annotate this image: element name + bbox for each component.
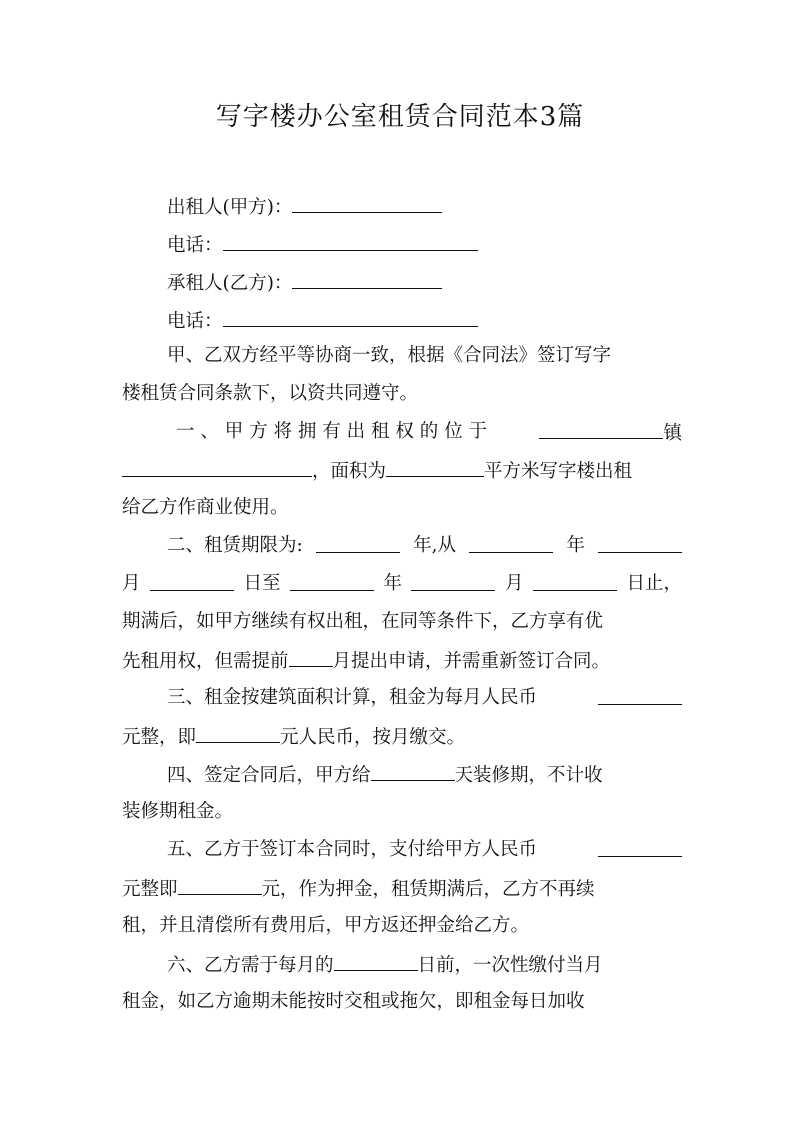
clause-3-text-a: 三、租金按建筑面积计算，租金为每月人民币 — [167, 687, 538, 708]
lessor-phone-label: 电话： — [167, 235, 223, 256]
lessee-phone-blank — [223, 307, 478, 327]
clause-2-text-h: 日止， — [626, 573, 682, 594]
clause-5-text-a: 五、乙方于签订本合同时，支付给甲方人民币 — [167, 839, 538, 860]
clause-2-text-b: 年,从 — [413, 535, 456, 556]
clause-6-text-b: 日前，一次性缴付当月 — [417, 955, 603, 976]
clause-4-text-b: 天装修期，不计收 — [454, 765, 603, 786]
notice-months-blank — [289, 647, 333, 667]
monthly-rent-blank — [598, 685, 682, 705]
clause-2-text-k: 月提出申请，并需重新签订合同。 — [332, 651, 611, 672]
clause-1-text-b: 镇 — [663, 423, 682, 444]
clause-2-text-c: 年 — [566, 535, 585, 556]
lessor-line — [167, 193, 682, 221]
clause-4-line-1 — [167, 761, 682, 789]
start-year-blank — [469, 533, 553, 553]
fitout-days-blank — [371, 761, 455, 781]
clause-1-text-d: 平方米写字楼出租 — [484, 461, 633, 482]
clause-3-text-c: 元人民币，按月缴交。 — [280, 727, 466, 748]
lessee-blank — [292, 269, 442, 289]
clause-4-line-2: 装修期租金。 — [122, 801, 234, 822]
clause-5-line-3: 租，并且清偿所有费用后，甲方返还押金给乙方。 — [122, 915, 530, 936]
clause-2-line-1 — [167, 533, 682, 559]
lessor-label: 出租人(甲方)： — [167, 197, 293, 218]
clause-2-text-g: 月 — [504, 573, 524, 594]
lessee-phone-line — [167, 307, 682, 335]
lessee-label: 承租人(乙方)： — [167, 273, 293, 294]
clause-2-line-2 — [122, 571, 682, 597]
clause-2-text-f: 年 — [383, 573, 402, 594]
clause-1-line-3: 给乙方作商业使用。 — [122, 497, 289, 518]
payment-day-blank — [334, 951, 418, 971]
clause-1-line-2 — [122, 457, 682, 485]
clause-2-text-e: 日至 — [243, 573, 281, 594]
deposit-blank — [598, 837, 682, 857]
clause-2-text-a: 二、租赁期限为: — [167, 535, 303, 556]
deposit-amount-blank — [178, 875, 262, 895]
clause-5-line-1 — [167, 837, 682, 863]
clause-2-line-4 — [122, 647, 682, 675]
clause-1-text-c: ，面积为 — [312, 461, 387, 482]
lessee-phone-label: 电话： — [167, 311, 223, 332]
lessee-line — [167, 269, 682, 297]
clause-1-line-1 — [176, 419, 682, 447]
end-day-blank — [533, 571, 617, 591]
clause-4-text-a: 四、签定合同后，甲方给 — [167, 765, 371, 786]
clause-5-line-2 — [122, 875, 682, 903]
clause-2-text-j: 先租用权，但需提前 — [122, 651, 289, 672]
town-blank — [539, 419, 663, 439]
preamble-line-1: 甲、乙双方经平等协商一致，根据《合同法》签订写字 — [167, 345, 612, 366]
term-years-blank — [316, 533, 400, 553]
clause-1-text-a: 一 、 甲 方 将 拥 有 出 租 权 的 位 于 — [176, 421, 488, 442]
location-blank — [122, 457, 312, 477]
clause-2-text-d: 月 — [122, 573, 141, 594]
clause-5-text-b: 元整即 — [122, 879, 178, 900]
document-title: 写字楼办公室租赁合同范本3篇 — [215, 102, 585, 132]
lessor-phone-blank — [223, 231, 478, 251]
clause-6-text-a: 六、乙方需于每月的 — [167, 955, 334, 976]
clause-3-line-1 — [167, 685, 682, 711]
end-month-blank — [411, 571, 495, 591]
clause-6-line-1 — [167, 951, 682, 979]
lessor-blank — [292, 193, 442, 213]
rent-amount-blank — [196, 723, 280, 743]
start-month-blank — [598, 533, 682, 553]
clause-3-text-b: 元整，即 — [122, 727, 197, 748]
clause-3-line-2 — [122, 723, 682, 751]
clause-6-line-2: 租金，如乙方逾期未能按时交租或拖欠，即租金每日加收 — [122, 991, 585, 1012]
clause-2-line-3: 期满后，如甲方继续有权出租，在同等条件下，乙方享有优 — [122, 611, 604, 632]
start-day-blank — [150, 571, 234, 591]
end-year-blank — [290, 571, 374, 591]
lessor-phone-line — [167, 231, 682, 259]
area-blank — [386, 457, 484, 477]
preamble-line-2: 楼租赁合同条款下，以资共同遵守。 — [122, 383, 419, 404]
clause-5-text-c: 元，作为押金，租赁期满后，乙方不再续 — [261, 879, 595, 900]
